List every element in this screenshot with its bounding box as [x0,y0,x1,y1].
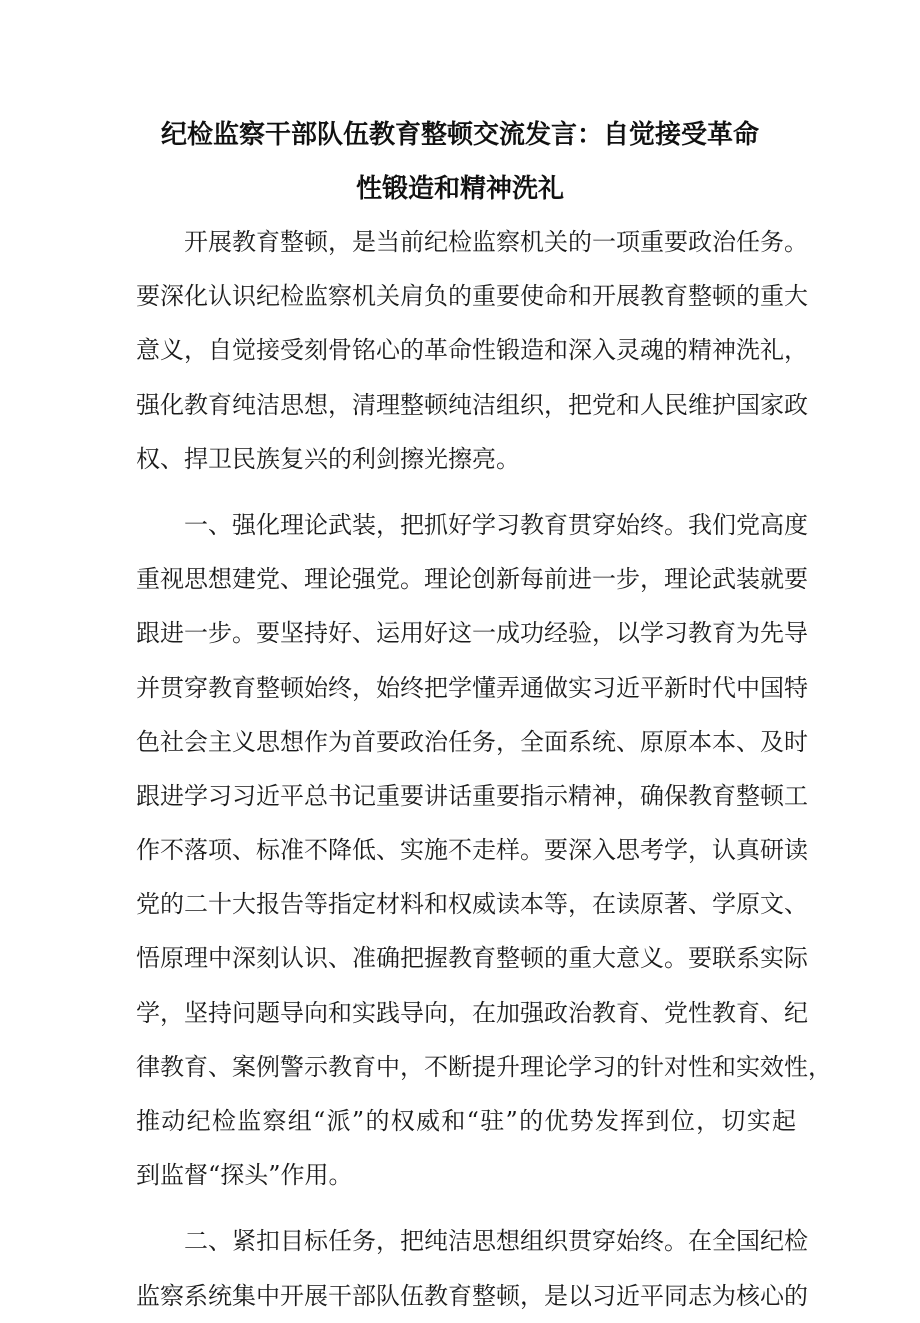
paragraph-line: 重视思想建党、理论强党。理论创新每前进一步，理论武装就要 [136,565,808,594]
paragraph-line: 强化教育纯洁思想，清理整顿纯洁组织，把党和人民维护国家政 [136,390,808,419]
paragraph-line: 作不落项、标准不降低、实施不走样。要深入思考学，认真研读 [136,836,808,865]
paragraph-line: 学，坚持问题导向和实践导向，在加强政治教育、党性教育、纪 [136,998,808,1027]
paragraph-line: 党的二十大报告等指定材料和权威读本等，在读原著、学原文、 [136,890,808,919]
paragraph-line: 跟进学习习近平总书记重要讲话重要指示精神，确保教育整顿工 [136,781,808,810]
paragraph-line: 监察系统集中开展干部队伍教育整顿，是以习近平同志为核心的 [136,1281,808,1310]
paragraph-line: 推动纪检监察组“派”的权威和“驻”的优势发挥到位，切实起 [136,1107,796,1135]
paragraph-line: 要深化认识纪检监察机关肩负的重要使命和开展教育整顿的重大 [136,282,808,311]
paragraph-line: 并贯穿教育整顿始终，始终把学懂弄通做实习近平新时代中国特 [136,673,808,702]
paragraph-line: 到监督“探头”作用。 [136,1161,353,1190]
paragraph-line: 开展教育整顿，是当前纪检监察机关的一项重要政治任务。 [184,228,808,256]
paragraph-line: 律教育、案例警示教育中，不断提升理论学习的针对性和实效性， [136,1052,832,1081]
paragraph-line: 悟原理中深刻认识、准确把握教育整顿的重大意义。要联系实际 [136,944,808,973]
paragraph-line: 色社会主义思想作为首要政治任务，全面系统、原原本本、及时 [136,727,808,756]
document-title-line-2: 性锻造和精神洗礼 [355,174,564,204]
paragraph-line: 二、紧扣目标任务，把纯洁思想组织贯穿始终。在全国纪检 [184,1227,808,1256]
paragraph-line: 权、捍卫民族复兴的利剑擦光擦亮。 [136,444,520,473]
paragraph-line: 意义，自觉接受刻骨铭心的革命性锻造和深入灵魂的精神洗礼， [136,336,808,365]
document-title-line-1: 纪检监察干部队伍教育整顿交流发言：自觉接受革命 [160,120,759,150]
document-body [136,215,832,1323]
paragraph-line: 跟进一步。要坚持好、运用好这一成功经验，以学习教育为先导 [136,619,808,648]
paragraph-line: 一、强化理论武装，把抓好学习教育贯穿始终。我们党高度 [184,510,808,539]
